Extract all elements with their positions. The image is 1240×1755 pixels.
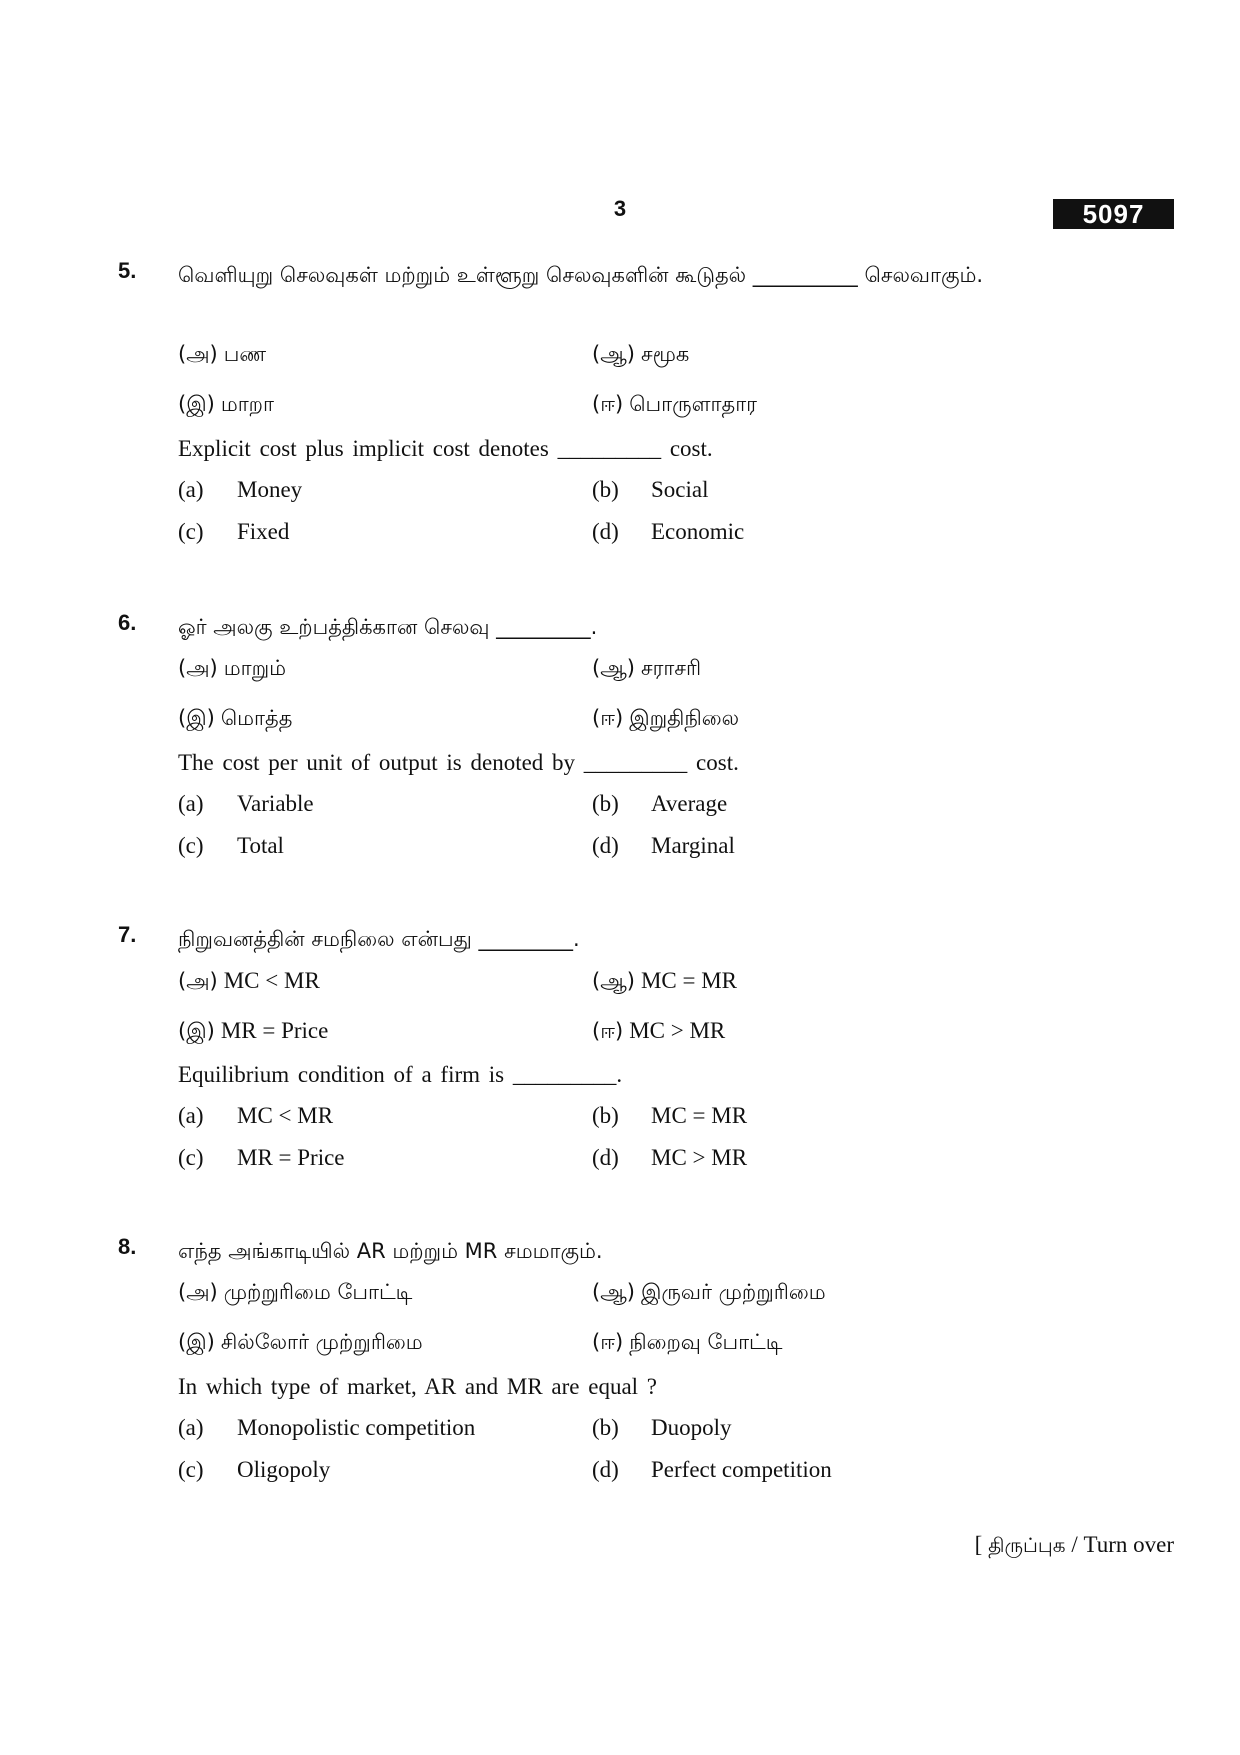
question-number: 6. — [118, 610, 137, 635]
tamil-option-aa: (ஆ) MC = MR — [592, 968, 738, 993]
english-option-a: (a) Money — [178, 477, 303, 502]
tamil-option-ii: (ஈ) நிறைவு போட்டி — [592, 1330, 783, 1354]
tamil-option-a: (அ) மாறும் — [178, 656, 287, 680]
english-option-d: (d) Marginal — [592, 833, 735, 858]
english-option-d: (d) MC > MR — [592, 1145, 748, 1170]
tamil-option-i: (இ) MR = Price — [178, 1018, 329, 1043]
english-question-text: Explicit cost plus implicit cost denotes _________ cost. — [178, 436, 713, 461]
footer-english-text: Turn over — [1083, 1532, 1174, 1557]
question-number: 7. — [118, 922, 137, 947]
tamil-option-i: (இ) மாறா — [178, 392, 274, 416]
tamil-option-i: (இ) சில்லோர் முற்றுரிமை — [178, 1330, 423, 1354]
tamil-option-i: (இ) மொத்த — [178, 706, 293, 730]
footer-bracket: [ — [974, 1532, 983, 1557]
question-number: 8. — [118, 1234, 137, 1259]
turn-over-footer — [870, 1532, 1174, 1560]
tamil-option-ii: (ஈ) இறுதிநிலை — [592, 706, 740, 730]
tamil-option-a: (அ) பண — [178, 342, 267, 366]
english-question-text: In which type of market, AR and MR are equal ? — [178, 1374, 658, 1399]
tamil-option-aa: (ஆ) சமூக — [592, 342, 690, 366]
tamil-option-a: (அ) MC < MR — [178, 968, 320, 993]
tamil-option-ii: (ஈ) பொருளாதார — [592, 392, 758, 416]
english-question-text: The cost per unit of output is denoted by _________ cost. — [178, 750, 739, 775]
tamil-option-aa: (ஆ) சராசரி — [592, 656, 702, 680]
tamil-option-ii: (ஈ) MC > MR — [592, 1018, 726, 1043]
question-number: 5. — [118, 258, 137, 283]
english-option-a: (a) Monopolistic competition — [178, 1415, 476, 1440]
english-option-b: (b) Social — [592, 477, 709, 502]
tamil-question-text: வெளியுறு செலவுகள் மற்றும் உள்ளூறு செலவுகளின் கூடுதல் __________ செலவாகும். — [178, 263, 984, 287]
tamil-option-aa: (ஆ) இருவர் முற்றுரிமை — [592, 1280, 826, 1304]
english-option-b: (b) Average — [592, 791, 728, 816]
english-option-b: (b) MC = MR — [592, 1103, 748, 1128]
english-question-text: Equilibrium condition of a firm is _________. — [178, 1062, 623, 1087]
english-option-c: (c) Fixed — [178, 519, 290, 544]
footer-separator: / — [1071, 1532, 1078, 1557]
tamil-question-text: நிறுவனத்தின் சமநிலை என்பது _________. — [178, 927, 580, 951]
footer-tamil-text: திருப்புக — [988, 1533, 1066, 1557]
tamil-question-text: ஓர் அலகு உற்பத்திக்கான செலவு _________. — [178, 615, 598, 639]
tamil-question-text: எந்த அங்காடியில் AR மற்றும் MR சமமாகும். — [178, 1239, 603, 1263]
english-option-c: (c) Total — [178, 833, 284, 858]
english-option-a: (a) MC < MR — [178, 1103, 334, 1128]
english-option-c: (c) Oligopoly — [178, 1457, 331, 1482]
english-option-d: (d) Economic — [592, 519, 745, 544]
page-number: 3 — [613, 196, 627, 221]
english-option-d: (d) Perfect competition — [592, 1457, 832, 1482]
english-option-c: (c) MR = Price — [178, 1145, 345, 1170]
tamil-option-a: (அ) முற்றுரிமை போட்டி — [178, 1280, 413, 1304]
paper-code-badge: 5097 — [1053, 199, 1174, 229]
english-option-a: (a) Variable — [178, 791, 314, 816]
english-option-b: (b) Duopoly — [592, 1415, 732, 1440]
